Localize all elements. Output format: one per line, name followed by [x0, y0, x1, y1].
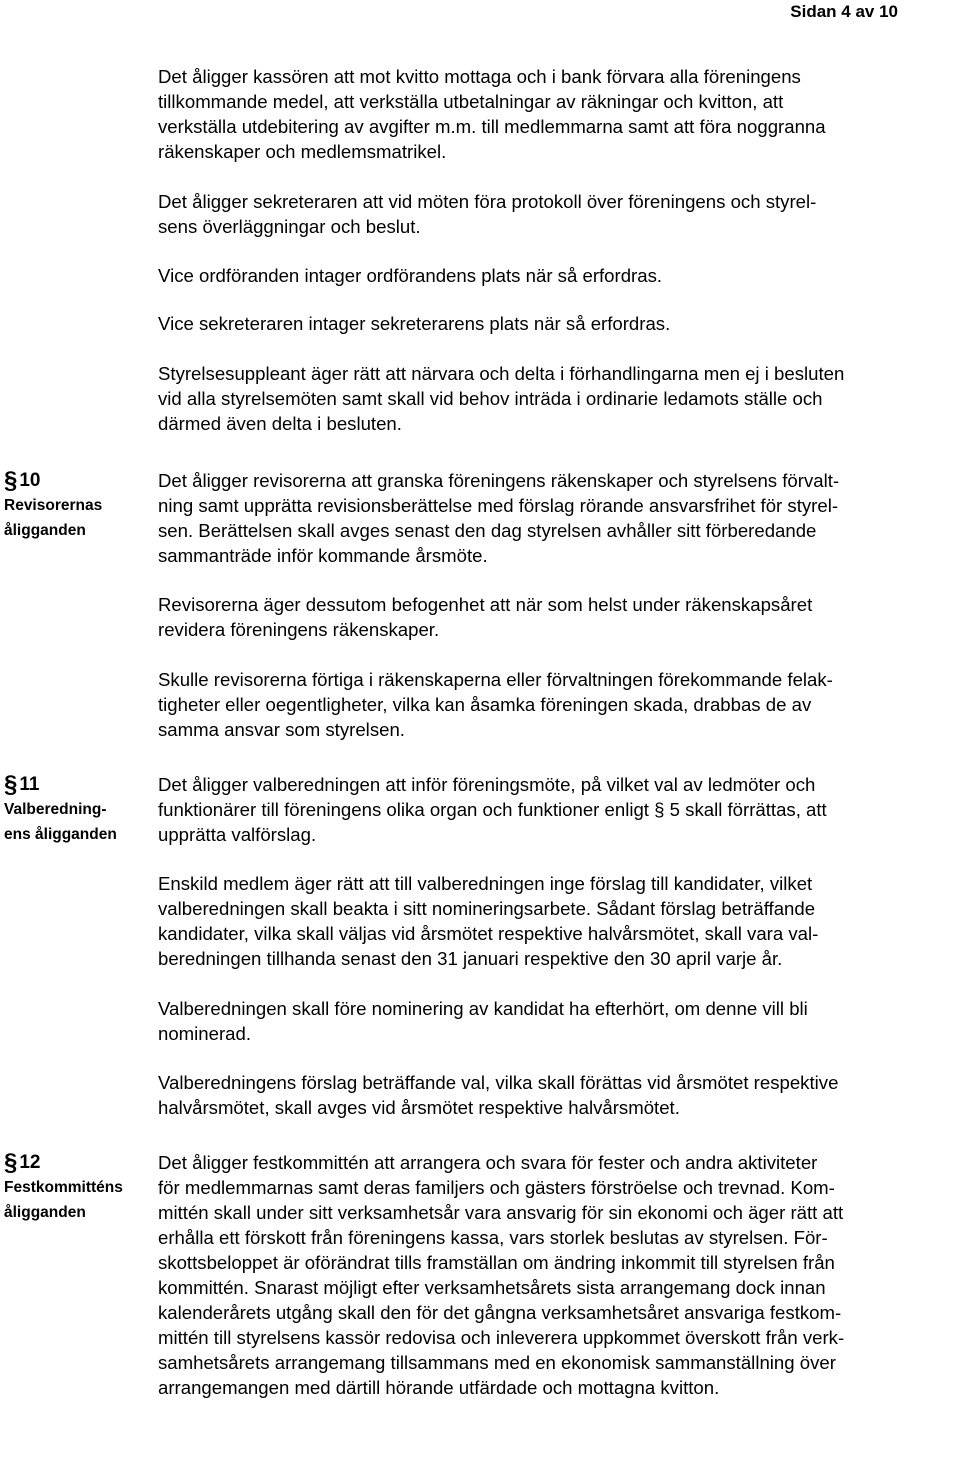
- section-paragraph: Det åligger festkommittén att arrangera och svara för fester och andra aktiviteter för medlemmarnas samt deras familjers och gästers förströelse och trevnad. Kom- mittén skall under sitt verksamhetsår vara ansvarig för sin ekonomi och äger rätt att erhålla ett förskott från föreningens kassa, vars storlek beslutas av styrelsen. För- skottsbeloppet är oförändrat tills framställan om ändring inkommit till styrelsen från kommittén. Snarast möjligt efter verksamhetsårets sista arrangemang dock innan kalenderårets utgång skall den för det gångna verksamhetsåret ansvariga festkom- mittén till styrelsens kassör redovisa och inleverera uppkommet överskott från verk- samhetsårets arrangemang tillsammans med en ekonomisk sammanställning över arrangemangen med därtill hörande utfärdade och mottagna kvitton.: [158, 1152, 845, 1398]
- section-paragraph: Det åligger valberedningen att inför föreningsmöte, på vilket val av ledmöter och funktionärer till föreningens olika organ och funktioner enligt § 5 skall förrättas, att upprätta valförslag.: [158, 773, 827, 845]
- section-paragraph: Valberedningens förslag beträffande val, vilka skall förättas vid årsmötet respektive halvårsmötet, skall avges vid årsmötet respektive halvårsmötet.: [158, 1072, 839, 1118]
- section-paragraph: Valberedningen skall före nominering av kandidat ha efterhört, om denne vill bli nominerad.: [158, 997, 808, 1044]
- section-title: Revisorernas åligganden: [4, 496, 103, 539]
- section-paragraph: Enskild medlem äger rätt att till valberedningen inge förslag till kandidater, vilket valberedningen skall beakta i sitt nomineringsarbete. Sådant förslag beträffande kandidater, vilka skall väljas vid årsmötet respektive halvårsmötet, skall vara val- beredningen tillhanda senast den 31 januari respektive den 30 april varje år.: [158, 873, 819, 969]
- section-10: [0, 468, 960, 742]
- paragraph-board-alternate: Styrelsesuppleant äger rätt att närvara och delta i förhandlingarna men ej i besluten vid alla styrelsemöten samt skall vid behov inträda i ordinarie ledamots ställe och därmed även delta i besluten.: [158, 362, 845, 434]
- section-number-value: 11: [19, 773, 40, 795]
- section-heading: [4, 1151, 152, 1225]
- section-number-value: 12: [19, 1152, 41, 1173]
- section-12: [0, 1150, 960, 1400]
- paragraph-vice-chair: Vice ordföranden intager ordförandens plats när så erfordras.: [158, 265, 663, 286]
- document-body: [0, 64, 960, 1400]
- section-paragraph: Skulle revisorerna förtiga i räkenskaperna eller förvaltningen förekommande felak- tigheter eller oegentligheter, vilka kan åsamka föreningen skada, drabbas de av samma ansvar som styrelsen.: [158, 668, 833, 740]
- paragraph-secretary-duties: Det åligger sekreteraren att vid möten föra protokoll över föreningens och styrel- sens överläggningar och beslut.: [158, 190, 817, 237]
- section-number: [4, 1151, 152, 1175]
- section-paragraph: Det åligger revisorerna att granska föreningens räkenskaper och styrelsens förvalt- ning samt upprätta revisionsberättelse med förslag rörande ansvarsfrihet för styrel- sen. Berättelsen skall avges senast den dag styrelsen avhåller sitt förberedande sammanträde inför kommande årsmöte.: [158, 469, 840, 566]
- section-title: Festkommitténs åligganden: [4, 1179, 123, 1221]
- section-heading: [4, 466, 152, 543]
- section-number: [4, 770, 152, 798]
- paragraph-vice-secretary: Vice sekreteraren intager sekreterarens plats när så erfordras.: [158, 313, 671, 334]
- section-paragraph: Revisorerna äger dessutom befogenhet att när som helst under räkenskapsåret revidera föreningens räkenskaper.: [158, 594, 813, 640]
- section-11: [0, 772, 960, 1121]
- page-number: Sidan 4 av 10: [790, 2, 898, 21]
- section-number: [4, 466, 152, 494]
- section-title: Valberedning- ens åligganden: [4, 800, 117, 843]
- section-symbol: §: [4, 770, 18, 798]
- section-heading: [4, 770, 152, 847]
- paragraph-treasurer-duties: Det åligger kassören att mot kvitto mottaga och i bank förvara alla föreningens tillkommande medel, att verkställa utbetalningar av räkningar och kvitton, att verkställa utdebitering av avgifter m.m. till medlemmarna samt att föra noggranna räkenskaper och medlemsmatrikel.: [158, 66, 826, 162]
- section-symbol: §: [4, 1149, 18, 1176]
- section-symbol: §: [4, 466, 18, 494]
- page-header: [0, 0, 960, 42]
- section-number-value: 10: [19, 469, 41, 491]
